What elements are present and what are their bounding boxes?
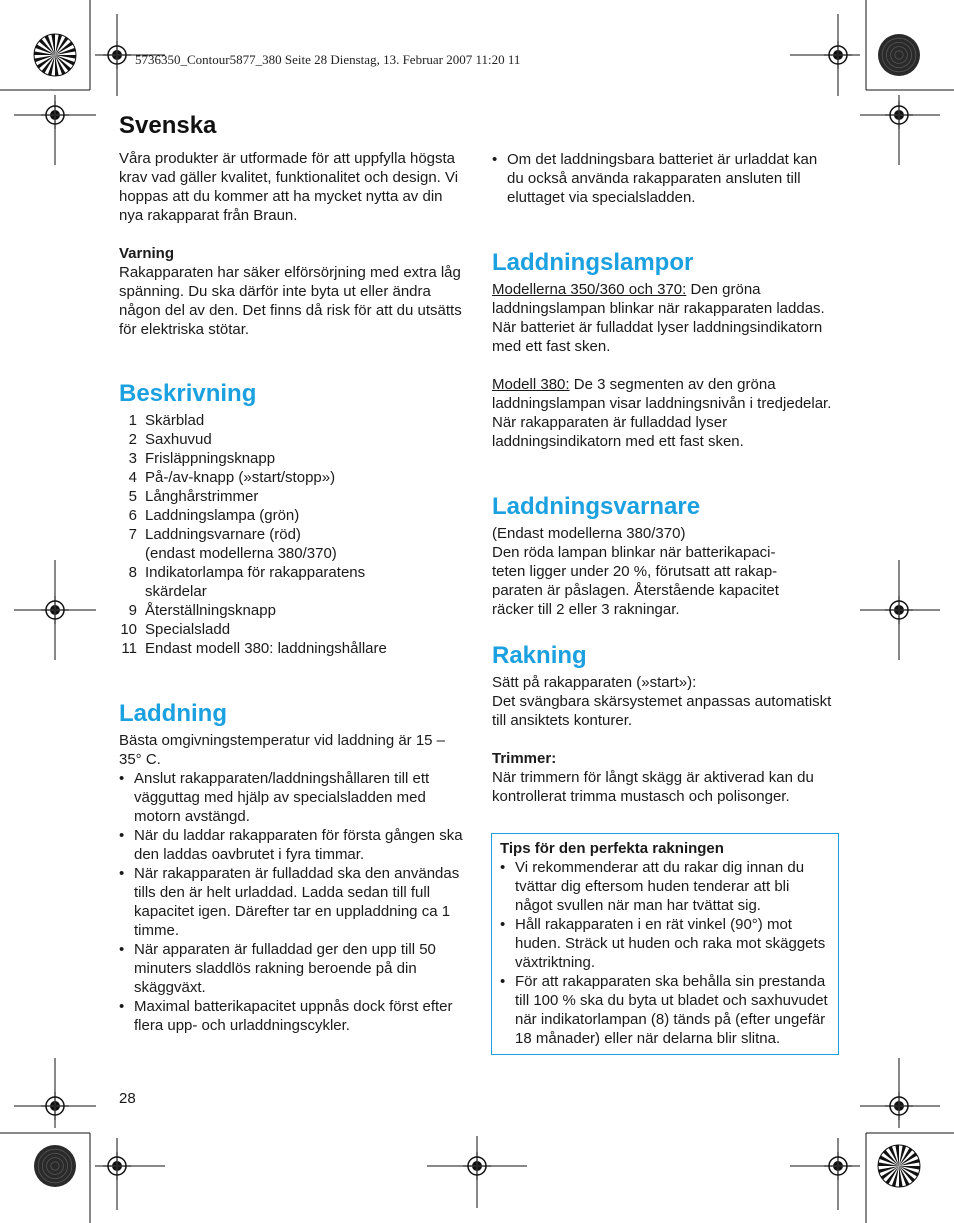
item-number: 4 [128,469,137,486]
tips-list [500,858,828,1048]
right-column [492,150,834,806]
lamps-paragraph-2: Modell 380: De 3 segmenten av den gröna laddningslampan visar laddningsnivån i tredjedelar. När rakapparaten är fulladdad lyser laddningsindikatorn med ett fast sken. [492,376,832,450]
list-item: • När rakapparaten är fulladdad ska den användas tills den är helt urladdad. Ladda sedan till full kapacitet igen. Därefter tar en uppladdning ca 1 timme. [119,864,464,940]
parts-list-item [119,563,464,601]
warner-paragraph [492,524,834,619]
item-number: 6 [128,507,137,524]
item-number: 7 [128,526,137,543]
item-number: 3 [128,450,137,467]
parts-list-item [119,506,464,525]
list-item: • För att rakapparaten ska behålla sin prestanda till 100 % ska du byta ut bladet och saxhuvudet när indikatorlampan (8) tänds på (efter ungefär 18 månader) eller när delarna blir slitna. [500,972,828,1048]
item-sublabel: (endast modellerna 380/370) [145,545,337,562]
item-label: Laddningslampa (grön) [145,507,300,524]
item-number: 2 [128,431,137,448]
item-number: 1 [128,412,137,429]
parts-list-item [119,430,464,449]
warning-paragraph: Rakapparaten har säker elförsörjning med extra låg spänning. Du ska därför inte byta ut eller ändra någon del av den. Det finns då risk för att du utsätts för elektriska stötar. [119,264,462,338]
text-line: (Endast modellerna 380/370) [492,525,686,542]
text-line: teten ligger under 20 %, förutsatt att rakap- [492,563,778,580]
shaving-line-2: Det svängbara skärsystemet anpassas automatiskt till ansiktets konturer. [492,693,832,729]
parts-list-item [119,525,464,563]
item-label: Saxhuvud [145,431,212,448]
list-item: • När du laddar rakapparaten för första gången ska den laddas oavbrutet i fyra timmar. [119,826,464,864]
parts-list-item [119,468,464,487]
item-label: Skärblad [145,412,205,429]
parts-list-item [119,411,464,430]
item-label: Endast modell 380: laddningshållare [145,640,387,657]
color-bar-wheel-icon [34,34,76,76]
trimmer-paragraph: När trimmern för långt skägg är aktiverad kan du kontrollerat trimma mustasch och polisonger. [492,769,814,805]
item-label: Indikatorlampa för rakapparatens [145,564,366,581]
print-slug: 5736350_Contour5877_380 Seite 28 Dienstag, 13. Februar 2007 11:20 11 [135,52,521,67]
item-number: 8 [128,564,137,581]
item-label: Frisläppningsknapp [145,450,276,467]
page-number: 28 [119,1090,136,1107]
description-heading: Beskrivning [119,380,257,407]
model-label: Modell 380: [492,376,570,393]
item-sublabel: skärdelar [145,583,207,600]
list-item: • Maximal batterikapacitet uppnås dock först efter flera upp- och urladdningscykler. [119,997,464,1035]
charging-bullets [119,769,464,1035]
model-label: Modellerna 350/360 och 370: [492,281,687,298]
item-label: Återställningsknapp [145,602,276,619]
item-number: 9 [128,602,137,619]
item-label: Specialsladd [145,621,231,638]
item-number: 10 [120,621,137,638]
left-column [119,112,464,1035]
item-label: Långhårstrimmer [145,488,259,505]
parts-list-item [119,639,464,658]
list-item: • Anslut rakapparaten/laddningshållaren till ett vägguttag med hjälp av specialsladden med motorn avstängd. [119,769,464,826]
shaving-heading: Rakning [492,642,587,669]
parts-list [119,411,464,658]
warner-heading: Laddningsvarnare [492,493,701,520]
item-label: Laddningsvarnare (röd) [145,526,301,543]
text-line: räcker till 2 eller 3 rakningar. [492,601,680,618]
text-line: paraten är påslagen. Återstående kapacitet [492,582,779,599]
parts-list-item [119,601,464,620]
list-item: • Håll rakapparaten i en rät vinkel (90°) mot huden. Sträck ut huden och raka mot skäggets växtriktning. [500,915,828,972]
charging-heading: Laddning [119,700,227,727]
charging-intro: Bästa omgivningstemperatur vid laddning är 15 – 35° C. [119,732,446,768]
tips-heading: Tips för den perfekta rakningen [500,840,724,857]
item-number: 5 [128,488,137,505]
list-item: • När apparaten är fulladdad ger den upp till 50 minuters sladdlös rakning beroende på din skäggväxt. [119,940,464,997]
color-bar-wheel-icon [34,1145,76,1187]
color-bar-wheel-icon [878,1145,920,1187]
trimmer-heading: Trimmer: [492,750,557,767]
item-label: På-/av-knapp (»start/stopp») [145,469,336,486]
shaving-line-1: Sätt på rakapparaten (»start»): [492,674,697,691]
list-item: • Vi rekommenderar att du rakar dig innan du tvättar dig eftersom huden tenderar att bli något svullen när man har tvättat sig. [500,858,828,915]
parts-list-item [119,620,464,639]
tips-box [491,833,839,1055]
parts-list-item [119,487,464,506]
color-bar-wheel-icon [878,34,920,76]
top-bullet-list [492,150,834,207]
item-number: 11 [121,640,137,657]
page-title: Svenska [119,112,217,139]
list-item: • Om det laddningsbara batteriet är urladdat kan du också använda rakapparaten ansluten till eluttaget via specialsladden. [492,150,834,207]
intro-paragraph: Våra produkter är utformade för att uppfylla högsta krav vad gäller kvalitet, funktionalitet och design. Vi hoppas att du kommer att ha mycket nytta av din nya rakapparat från Braun. [119,150,459,224]
lamps-heading: Laddningslampor [492,249,694,276]
parts-list-item [119,449,464,468]
warning-heading: Varning [119,245,175,262]
text-line: Den röda lampan blinkar när batterikapaci- [492,544,776,561]
lamps-paragraph-1: Modellerna 350/360 och 370: Den gröna laddningslampan blinkar när rakapparaten laddas. När batteriet är fulladdat lyser laddningsindikatorn med ett fast sken. [492,281,825,355]
